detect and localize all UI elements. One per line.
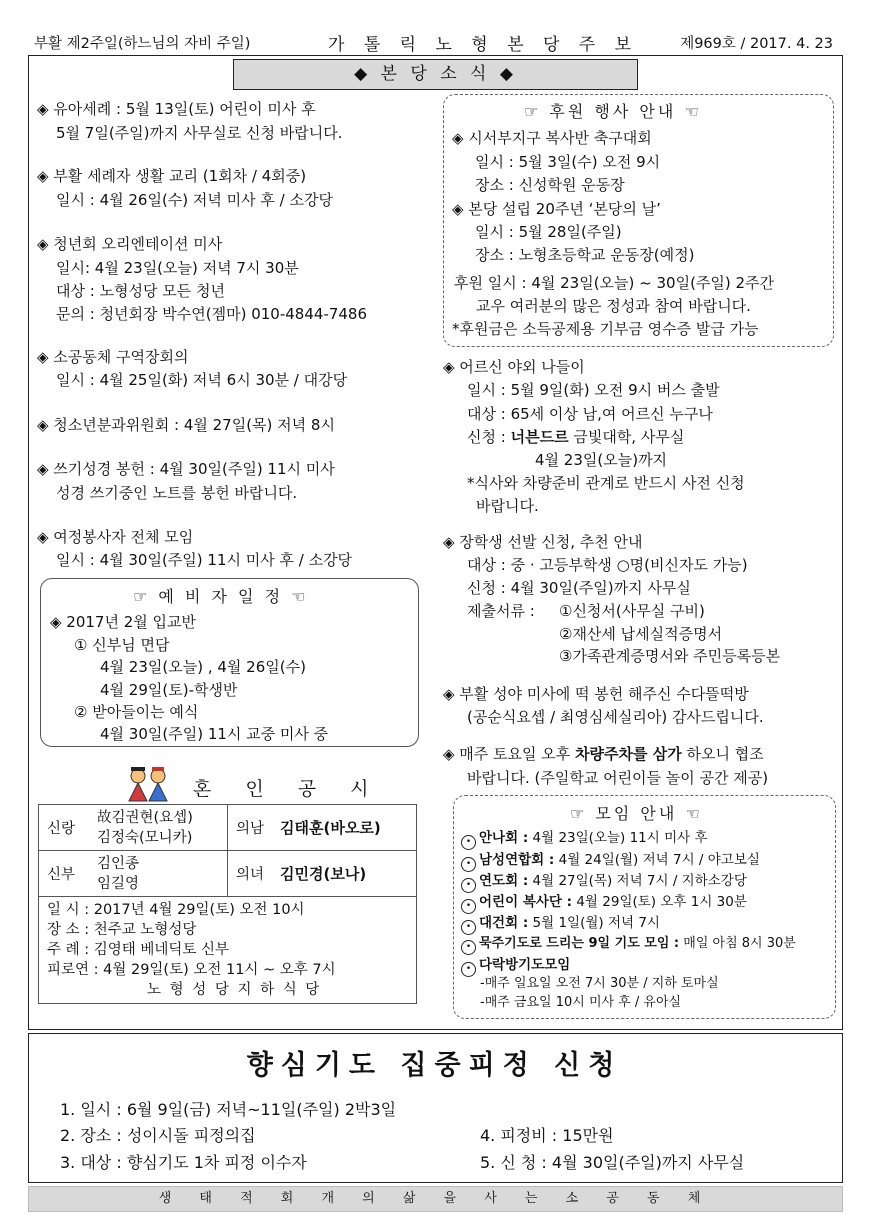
notice-youth-line: 대상 : 노형성당 모든 청년 — [56, 282, 226, 300]
notice-parking-line: 바랍니다. (주일학교 어린이들 놀이 공간 제공) — [467, 769, 769, 787]
bride-godparent: 김민경(보나) — [272, 851, 416, 897]
notice-outing-line: 신청 : 너븐드르 금빛대학, 사무실 — [467, 428, 685, 446]
meeting-item: • 연도회 : 4월 27일(목) 저녁 7시 / 지하소강당 — [461, 869, 747, 893]
notice-youth-line: 문의 : 청년회장 박수연(젬마) 010-4844-7486 — [56, 305, 368, 323]
catechumen-line: ① 신부님 면담 — [74, 636, 170, 654]
notice-volunteers: ◈ 여정봉사자 전체 모임 — [37, 528, 194, 546]
meeting-sub: -매주 금요일 10시 미사 후 / 유아실 — [480, 995, 682, 1010]
catechumen-line: ◈ 2017년 2월 입교반 — [50, 613, 197, 631]
section-banner: ◆ 본 당 소 식 ◆ — [233, 59, 638, 90]
bride-parent: 임길영 — [97, 875, 140, 892]
notice-parking: ◈ 매주 토요일 오후 차량주차를 삼가 하오니 협조 — [443, 745, 764, 763]
couple-icon — [124, 764, 172, 806]
bride-label: 신부 — [39, 851, 90, 897]
catechumen-title: ☞ 예 비 자 일 정 ☜ — [133, 587, 309, 606]
notice-outing-line: 대상 : 65세 이상 남,여 어르신 누구나 — [467, 405, 713, 423]
header-issue: 제969호 / 2017. 4. 23 — [680, 36, 833, 52]
meetings-title: ☞ 모임 안내 ☜ — [570, 804, 703, 823]
notice-outing: ◈ 어르신 야외 나들이 — [443, 358, 585, 376]
notice-scholarship-doc: ①신청서(사무실 구비) — [559, 602, 705, 620]
support-line: 일시 : 5월 28일(주일) — [475, 223, 622, 241]
support-line: 장소 : 신성학원 운동장 — [475, 176, 625, 194]
retreat-item: 3. 대상 : 향심기도 1차 피정 이수자 — [60, 1153, 307, 1172]
wedding-table — [38, 804, 417, 1004]
retreat-item: 1. 일시 : 6월 9일(금) 저녁~11일(주일) 2박3일 — [60, 1100, 397, 1119]
notice-volunteers-line: 일시 : 4월 30일(주일) 11시 미사 후 / 소강당 — [56, 551, 353, 569]
notice-thanks: ◈ 부활 성야 미사에 떡 봉헌 해주신 수다뜰떡방 — [443, 685, 749, 703]
retreat-title: 향심기도 집중피정 신청 — [246, 1050, 623, 1081]
notice-scholarship: ◈ 장학생 선발 신청, 추천 안내 — [443, 533, 643, 551]
header-title: 가 톨 릭 노 형 본 당 주 보 — [328, 35, 639, 55]
support-line: 장소 : 노형초등학교 운동장(예정) — [475, 246, 695, 264]
retreat-item: 5. 신 청 : 4월 30일(주일)까지 사무실 — [480, 1153, 745, 1172]
wedding-info: 노 형 성 당 지 하 식 당 — [147, 982, 322, 998]
support-line: 후원 일시 : 4월 23일(오늘) ~ 30일(주일) 2주간 — [454, 274, 775, 292]
footer-motto: 생 태 적 회 개 의 삶 을 사 는 소 공 동 체 — [28, 1186, 843, 1212]
bride-parent: 김인종 — [97, 855, 140, 872]
header — [28, 30, 843, 55]
retreat-item: 2. 장소 : 성이시돌 피정의집 — [60, 1126, 256, 1145]
handwritten-note: 차량주차를 삼가 — [575, 745, 682, 763]
groom-label: 신랑 — [39, 805, 90, 851]
notice-scholarship-line: 제출서류 : — [467, 602, 535, 620]
support-line: ◈ 본당 설립 20주년 ‘본당의 날’ — [452, 200, 661, 218]
meeting-item: • 다락방기도모임 — [461, 953, 570, 977]
notice-catechism: ◈ 부활 세례자 생활 교리 (1회차 / 4회중) — [37, 167, 307, 185]
notice-youth-committee: ◈ 청소년분과위원회 : 4월 27일(목) 저녁 8시 — [37, 416, 335, 434]
notice-catechism-line: 일시 : 4월 26일(수) 저녁 미사 후 / 소강당 — [56, 191, 333, 209]
notice-youth: ◈ 청년회 오리엔테이션 미사 — [37, 235, 223, 253]
support-line: *후원금은 소득공제용 기부금 영수증 발급 가능 — [452, 320, 759, 338]
meeting-item: • 어린이 복사단 : 4월 29일(토) 오후 1시 30분 — [461, 890, 747, 914]
notice-scholarship-line: 대상 : 중 · 고등부학생 ○명(비신자도 가능) — [467, 556, 748, 574]
meeting-item: • 묵주기도로 드리는 9일 기도 모임 : 매일 아침 8시 30분 — [461, 932, 796, 955]
wedding-info: 주 례 : 김영태 베네딕토 신부 — [47, 942, 230, 958]
notice-scholarship-line: 신청 : 4월 30일(주일)까지 사무실 — [467, 579, 691, 597]
wedding-info: 일 시 : 2017년 4월 29일(토) 오전 10시 — [47, 902, 305, 918]
groom-parent: 김정숙(모니카) — [97, 829, 193, 846]
groom-godparent: 김태훈(바오로) — [272, 805, 416, 851]
wedding-title: 혼 인 공 시 — [193, 778, 383, 800]
notice-baptism: ◈ 유아세례 : 5월 13일(토) 어린이 미사 후 — [37, 100, 316, 118]
retreat-item: 4. 피정비 : 15만원 — [480, 1126, 614, 1145]
header-liturgical-day: 부활 제2주일(하느님의 자비 주일) — [34, 36, 251, 52]
notice-bible-line: 성경 쓰기중인 노트를 봉헌 바랍니다. — [56, 484, 298, 502]
support-line: 교우 여러분의 많은 정성과 참여 바랍니다. — [476, 297, 751, 315]
notice-thanks-line: (공순식요셉 / 최영심세실리아) 감사드립니다. — [467, 708, 764, 726]
groom-godparent-label: 의남 — [228, 805, 273, 851]
catechumen-line: 4월 29일(토)-학생반 — [100, 681, 238, 699]
meeting-sub: -매주 일요일 오전 7시 30분 / 지하 토마실 — [480, 976, 719, 991]
meeting-item: • 남성연합회 : 4월 24일(월) 저녁 7시 / 야고보실 — [461, 848, 760, 872]
catechumen-line: 4월 23일(오늘) , 4월 26일(수) — [100, 658, 306, 676]
bride-godparent-label: 의녀 — [228, 851, 273, 897]
notice-outing-line: *식사와 차량준비 관계로 반드시 사전 신청 — [467, 474, 745, 492]
wedding-info: 피로연 : 4월 29일(토) 오전 11시 ~ 오후 7시 — [47, 962, 336, 978]
catechumen-line: ② 받아들이는 예식 — [74, 703, 199, 721]
support-line: 일시 : 5월 3일(수) 오전 9시 — [475, 153, 661, 171]
notice-sgc: ◈ 소공동체 구역장회의 — [37, 348, 189, 366]
notice-bible: ◈ 쓰기성경 봉헌 : 4월 30일(주일) 11시 미사 — [37, 460, 335, 478]
meeting-item: • 대건회 : 5월 1일(월) 저녁 7시 — [461, 911, 660, 935]
notice-sgc-line: 일시 : 4월 25일(화) 저녁 6시 30분 / 대강당 — [56, 371, 348, 389]
notice-scholarship-doc: ③가족관계증명서와 주민등록등본 — [559, 647, 781, 665]
handwritten-note: 너븐드르 — [510, 428, 569, 446]
support-title: ☞ 후원 행사 안내 ☜ — [524, 102, 702, 121]
notice-scholarship-doc: ②재산세 납세실적증명서 — [559, 625, 723, 643]
meeting-item: • 안나회 : 4월 23일(오늘) 11시 미사 후 — [461, 826, 708, 850]
notice-baptism-line: 5월 7일(주일)까지 사무실로 신청 바랍니다. — [56, 124, 343, 142]
notice-outing-line: 일시 : 5월 9일(화) 오전 9시 버스 출발 — [467, 381, 720, 399]
notice-youth-line: 일시: 4월 23일(오늘) 저녁 7시 30분 — [56, 259, 299, 277]
notice-outing-line: 바랍니다. — [476, 497, 539, 515]
groom-parent: 故김권현(요셉) — [97, 809, 193, 826]
catechumen-line: 4월 30일(주일) 11시 교중 미사 중 — [100, 725, 329, 743]
notice-outing-line: 4월 23일(오늘)까지 — [535, 451, 668, 469]
support-line: ◈ 시서부지구 복사반 축구대회 — [452, 129, 652, 147]
wedding-info: 장 소 : 천주교 노형성당 — [47, 922, 197, 938]
